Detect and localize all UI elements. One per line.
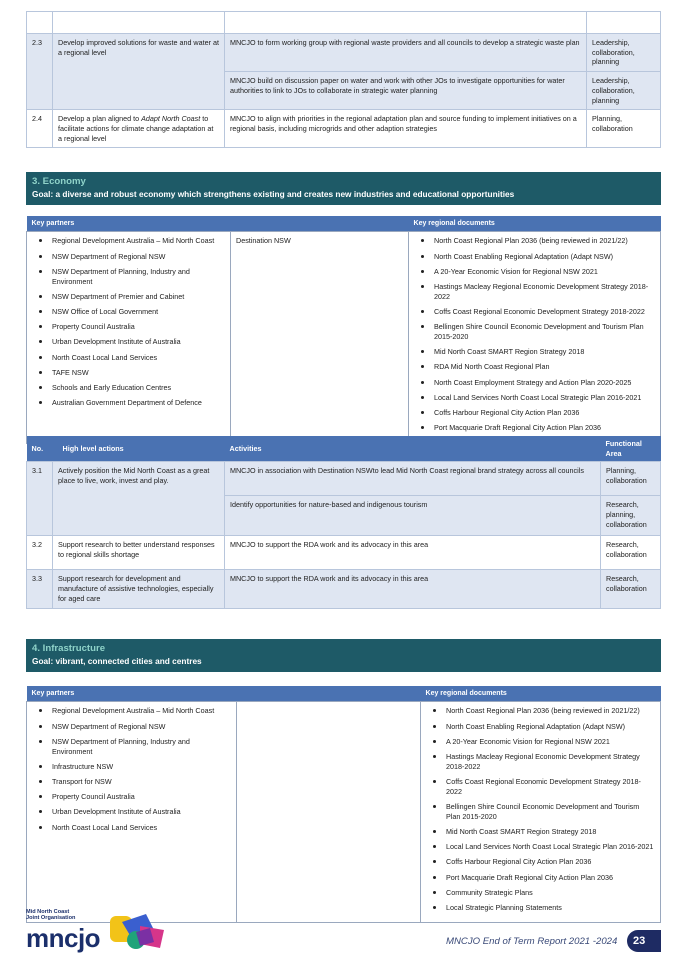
list-item: Bellingen Shire Council Economic Development and Tourism Plan 2015-2020 <box>414 322 655 341</box>
functional-area: Planning, collaboration <box>601 462 661 496</box>
list-item: Mid North Coast SMART Region Strategy 2018 <box>414 347 655 357</box>
col-area-header: Functional Area <box>601 436 661 462</box>
environment-actions-table <box>26 11 661 148</box>
col-action-header: High level actions <box>53 436 225 462</box>
partner-extra: Destination NSW <box>231 232 409 443</box>
functional-area: Research, collaboration <box>601 570 661 608</box>
list-item: North Coast Enabling Regional Adaptation (Adapt NSW) <box>414 252 655 262</box>
activity-text: MNCJO to form working group with regional waste providers and all councils to develop a strategic waste plan <box>225 34 587 72</box>
table-row <box>27 462 661 496</box>
list-item: Regional Development Australia – Mid North Coast <box>32 706 231 716</box>
list-item: Urban Development Institute of Australia <box>32 807 231 817</box>
activity-text: MNCJO build on discussion paper on water and work with other JOs to investigate opportunities for water authorities to link to JOs to collaborate in strategic water planning <box>225 72 587 110</box>
activity-text: Identify opportunities for nature-based and indigenous tourism <box>225 496 601 536</box>
list-item: Hastings Macleay Regional Economic Development Strategy 2018-2022 <box>426 752 655 771</box>
economy-partners-table <box>26 216 661 444</box>
list-item: Bellingen Shire Council Economic Development and Tourism Plan 2015-2020 <box>426 802 655 821</box>
mncjo-logo: Mid North Coast Joint Organisation mncjo <box>26 909 176 954</box>
table-row <box>27 110 661 148</box>
list-item: Transport for NSW <box>32 777 231 787</box>
action-text: Support research to better understand responses to regional skills shortage <box>53 536 225 570</box>
documents-list <box>414 236 655 433</box>
list-item: North Coast Regional Plan 2036 (being reviewed in 2021/22) <box>426 706 655 716</box>
list-item: NSW Department of Planning, Industry and Environment <box>32 267 225 286</box>
list-item: NSW Department of Planning, Industry and Environment <box>32 737 231 756</box>
list-item: Port Macquarie Draft Regional City Action Plan 2036 <box>414 423 655 433</box>
action-number: 3.1 <box>27 462 53 536</box>
key-documents-header: Key regional documents <box>409 216 661 232</box>
list-item: Regional Development Australia – Mid North Coast <box>32 236 225 246</box>
functional-area: Leadership, collaboration, planning <box>587 34 661 72</box>
list-item: Coffs Harbour Regional City Action Plan 2036 <box>414 408 655 418</box>
col-no-header: No. <box>27 436 53 462</box>
action-number: 3.3 <box>27 570 53 608</box>
action-text: Support research for development and manufacture of assistive technologies, especially for aged care <box>53 570 225 608</box>
logo-mark-icon <box>110 912 168 950</box>
col-activity-header: Activities <box>225 436 601 462</box>
infrastructure-section-header <box>26 639 661 672</box>
table-row <box>27 34 661 72</box>
partners-list <box>32 236 225 408</box>
list-item: A 20-Year Economic Vision for Regional NSW 2021 <box>426 737 655 747</box>
key-partners-header: Key partners <box>27 686 421 702</box>
list-item: Port Macquarie Draft Regional City Action Plan 2036 <box>426 873 655 883</box>
section-title: 4. Infrastructure <box>32 643 106 654</box>
economy-actions-table <box>26 436 661 609</box>
list-item: NSW Department of Regional NSW <box>32 722 231 732</box>
page-number: 23 <box>627 930 661 952</box>
table-row <box>27 570 661 608</box>
section-title: 3. Economy <box>32 176 86 187</box>
list-item: Schools and Early Education Centres <box>32 383 225 393</box>
documents-list <box>426 706 655 912</box>
list-item: Coffs Coast Regional Economic Development Strategy 2018-2022 <box>414 307 655 317</box>
action-text: Develop a plan aligned to Adapt North Coast to facilitate actions for climate change adaptation at a regional level <box>53 110 225 148</box>
section-goal: Goal: a diverse and robust economy which strengthens existing and creates new industries and educational opportunities <box>32 189 515 200</box>
infrastructure-partners-table <box>26 686 661 923</box>
action-number: 3.2 <box>27 536 53 570</box>
list-item: Coffs Harbour Regional City Action Plan 2036 <box>426 857 655 867</box>
list-item: Local Strategic Planning Statements <box>426 903 655 913</box>
key-partners-header: Key partners <box>27 216 409 232</box>
action-number: 2.4 <box>27 110 53 148</box>
list-item: A 20-Year Economic Vision for Regional NSW 2021 <box>414 267 655 277</box>
list-item: TAFE NSW <box>32 368 225 378</box>
activity-text: MNCJO to align with priorities in the regional adaptation plan and source funding to implement initiatives on a regional basis, including microgrids and other adaption strategies <box>225 110 587 148</box>
list-item: North Coast Local Land Services <box>32 823 231 833</box>
list-item: Urban Development Institute of Australia <box>32 337 225 347</box>
action-number: 2.3 <box>27 34 53 110</box>
activity-text: MNCJO to support the RDA work and its advocacy in this area <box>225 536 601 570</box>
list-item: North Coast Employment Strategy and Action Plan 2020-2025 <box>414 378 655 388</box>
partners-list <box>32 706 231 832</box>
action-text: Actively position the Mid North Coast as a great place to live, work, invest and play. <box>53 462 225 536</box>
section-goal: Goal: vibrant, connected cities and centres <box>32 656 202 667</box>
list-item: North Coast Local Land Services <box>32 353 225 363</box>
list-item: RDA Mid North Coast Regional Plan <box>414 362 655 372</box>
report-title: MNCJO End of Term Report 2021 -2024 <box>446 936 618 947</box>
list-item: Local Land Services North Coast Local Strategic Plan 2016-2021 <box>426 842 655 852</box>
list-item: Hastings Macleay Regional Economic Development Strategy 2018-2022 <box>414 282 655 301</box>
table-row <box>27 12 661 34</box>
functional-area: Leadership, collaboration, planning <box>587 72 661 110</box>
list-item: NSW Office of Local Government <box>32 307 225 317</box>
list-item: Property Council Australia <box>32 322 225 332</box>
key-documents-header: Key regional documents <box>421 686 661 702</box>
list-item: North Coast Enabling Regional Adaptation (Adapt NSW) <box>426 722 655 732</box>
list-item: Infrastructure NSW <box>32 762 231 772</box>
functional-area: Planning, collaboration <box>587 110 661 148</box>
functional-area: Research, collaboration <box>601 536 661 570</box>
list-item: Mid North Coast SMART Region Strategy 2018 <box>426 827 655 837</box>
economy-section-header <box>26 172 661 205</box>
list-item: Australian Government Department of Defence <box>32 398 225 408</box>
list-item: NSW Department of Premier and Cabinet <box>32 292 225 302</box>
list-item: North Coast Regional Plan 2036 (being reviewed in 2021/22) <box>414 236 655 246</box>
action-text: Develop improved solutions for waste and water at a regional level <box>53 34 225 110</box>
list-item: Property Council Australia <box>32 792 231 802</box>
list-item: NSW Department of Regional NSW <box>32 252 225 262</box>
list-item: Coffs Coast Regional Economic Development Strategy 2018-2022 <box>426 777 655 796</box>
list-item: Local Land Services North Coast Local Strategic Plan 2016-2021 <box>414 393 655 403</box>
functional-area: Research, planning, collaboration <box>601 496 661 536</box>
activity-text: MNCJO to support the RDA work and its advocacy in this area <box>225 570 601 608</box>
list-item: Community Strategic Plans <box>426 888 655 898</box>
table-row <box>27 536 661 570</box>
activity-text: MNCJO in association with Destination NSWto lead Mid North Coast regional brand strategy across all councils <box>225 462 601 496</box>
